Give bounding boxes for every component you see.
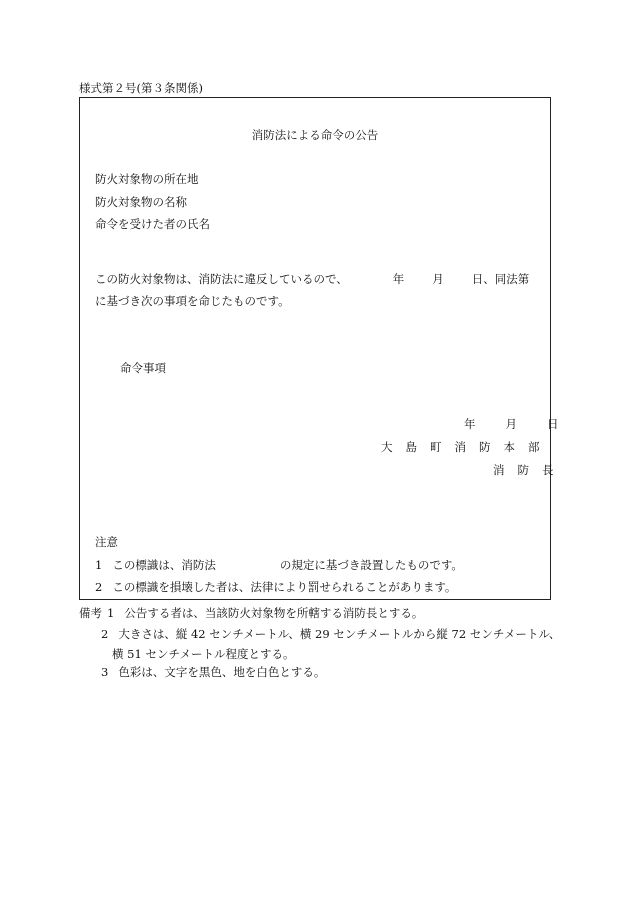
note-1-text-post: の規定に基づき設置したものです。 (279, 558, 463, 572)
note-2-text: この標識を損壊した者は、法律により罰せられることがあります。 (112, 580, 457, 594)
dept-char: 大 (381, 440, 393, 454)
form-number: 様式第２号(第３条関係) (79, 81, 203, 95)
remarks-item-1 (79, 605, 423, 621)
chief-char: 消 (493, 463, 505, 477)
signature-month: 月 (505, 417, 517, 431)
signature-year: 年 (464, 417, 476, 431)
chief-char: 防 (517, 463, 529, 477)
signature-chief (493, 462, 554, 478)
body-year: 年 (392, 272, 405, 286)
note-item-2 (95, 579, 456, 595)
body-month: 月 (432, 272, 444, 286)
remarks-1-number: 1 (107, 606, 115, 620)
dept-char: 町 (430, 440, 442, 454)
remarks-3-number: 3 (101, 665, 109, 679)
dept-char: 本 (503, 440, 515, 454)
field-location-label: 防火対象物の所在地 (95, 172, 199, 186)
body-line-1 (95, 271, 529, 287)
dept-char: 防 (479, 440, 491, 454)
note-item-1 (95, 557, 463, 573)
note-1-number: 1 (95, 558, 103, 572)
remarks-item-2-line-2: 横 51 センチメートル程度とする。 (112, 647, 295, 661)
field-name-label: 防火対象物の名称 (95, 195, 187, 209)
remarks-2-text-1: 大きさは、縦 42 センチメートル、横 29 センチメートルから縦 72 センチメートル、 (118, 627, 561, 641)
note-2-number: 2 (95, 580, 103, 594)
chief-char: 長 (542, 463, 554, 477)
order-heading: 命令事項 (120, 361, 166, 375)
remarks-1-text: 公告する者は、当該防火対象物を所轄する消防長とする。 (124, 606, 424, 620)
signature-date (464, 416, 559, 432)
signature-department (381, 439, 540, 455)
dept-char: 消 (454, 440, 466, 454)
note-1-text-pre: この標識は、消防法 (112, 558, 216, 572)
remarks-2-number: 2 (101, 627, 109, 641)
signature-day: 日 (547, 417, 559, 431)
remarks-3-text: 色彩は、文字を黒色、地を白色とする。 (118, 665, 326, 679)
body-day: 日、同法第 (471, 272, 530, 286)
dept-char: 島 (405, 440, 417, 454)
field-recipient-label: 命令を受けた者の氏名 (95, 217, 210, 231)
remarks-label: 備考 (79, 606, 102, 620)
remarks-item-2-line-1 (101, 626, 560, 642)
body-line-2: に基づき次の事項を命じたものです。 (95, 294, 290, 308)
notice-title: 消防法による命令の公告 (251, 128, 379, 142)
notice-frame (79, 97, 559, 600)
notes-heading: 注意 (95, 535, 118, 549)
dept-char: 部 (528, 440, 540, 454)
body-line-1-text: この防火対象物は、消防法に違反しているので、 (95, 272, 348, 286)
remarks-item-3 (101, 664, 325, 680)
